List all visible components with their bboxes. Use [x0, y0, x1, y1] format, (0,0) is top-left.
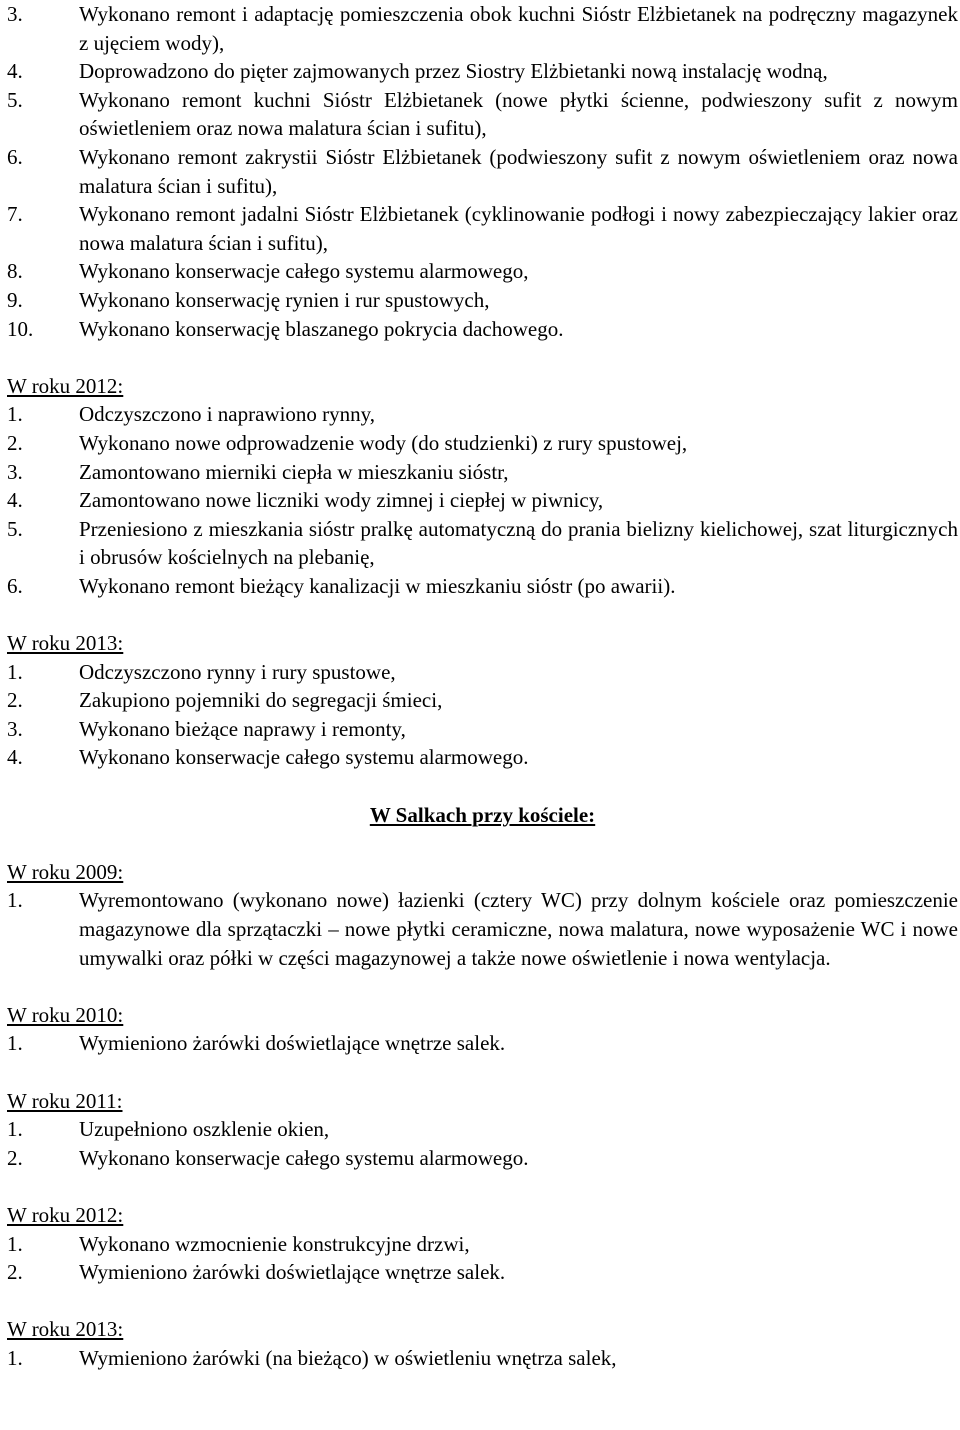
list-item	[7, 1029, 958, 1058]
item-text: Wykonano konserwację rynien i rur spustowych,	[79, 287, 490, 312]
item-number: 5.	[7, 87, 23, 112]
list-item	[7, 743, 958, 772]
spacer	[7, 772, 958, 801]
list-item	[7, 429, 958, 458]
list-item	[7, 458, 958, 487]
item-text: Przeniesiono z mieszkania sióstr pralkę automatyczną do prania bielizny kielichowej, szat liturgicznych i obrusów kościelnych na plebanię,	[79, 516, 958, 570]
spacer	[7, 1287, 958, 1316]
item-number: 5.	[7, 516, 23, 541]
spacer	[7, 829, 958, 858]
item-text: Zamontowano mierniki ciepła w mieszkaniu sióstr,	[79, 459, 509, 484]
item-number: 7.	[7, 202, 23, 227]
item-text: Wykonano remont kuchni Sióstr Elżbietanek (nowe płytki ścienne, podwieszony sufit z nowym oświetleniem oraz nowa malatura ścian i sufitu),	[79, 87, 958, 141]
item-number: 9.	[7, 287, 23, 312]
item-number: 3.	[7, 2, 23, 26]
item-text: Wyremontowano (wykonano nowe) łazienki (cztery WC) przy dolnym kościele oraz pomieszczenie magazynowe dla sprzątaczki – nowe płytki ceramiczne, nowa malatura, nowe wyposażenie WC i nowe umywalki oraz półki w części magazynowej a także nowe oświetlenie i nowa wentylacja.	[79, 888, 958, 970]
salki-2010-list	[7, 1029, 958, 1058]
list-item	[7, 143, 958, 200]
item-text: Odczyszczono rynny i rury spustowe,	[79, 659, 396, 684]
list-item	[7, 486, 958, 515]
salki-year-heading-2012: W roku 2012:	[7, 1202, 124, 1227]
item-number: 6.	[7, 144, 23, 169]
salki-2012-list	[7, 1230, 958, 1287]
item-text: Wykonano remont zakrystii Sióstr Elżbietanek (podwieszony sufit z nowym oświetleniem oraz nowa malatura ścian i sufitu),	[79, 144, 958, 198]
list-item	[7, 286, 958, 315]
item-text: Wykonano remont jadalni Sióstr Elżbietanek (cyklinowanie podłogi i nowy zabezpieczający lakier oraz nowa malatura ścian i sufitu),	[79, 202, 958, 255]
item-number: 1.	[7, 1117, 23, 1142]
year-2012-list	[7, 400, 958, 600]
item-number: 4.	[7, 745, 23, 770]
salki-year-heading-2011: W roku 2011:	[7, 1088, 123, 1113]
section-title-row	[7, 801, 958, 830]
intro-list	[7, 0, 958, 343]
salki-year-heading-2013: W roku 2013:	[7, 1317, 124, 1342]
item-number: 1.	[7, 402, 23, 427]
list-item	[7, 1115, 958, 1144]
list-item	[7, 400, 958, 429]
year-heading-2012: W roku 2012:	[7, 373, 124, 398]
item-text: Wymieniono żarówki doświetlające wnętrze salek.	[79, 1031, 506, 1056]
list-item	[7, 315, 958, 344]
list-item	[7, 1344, 958, 1373]
list-item	[7, 886, 958, 972]
list-item	[7, 200, 958, 257]
spacer	[7, 600, 958, 629]
item-number: 1.	[7, 1345, 23, 1370]
item-number: 1.	[7, 659, 23, 684]
item-text: Wykonano konserwacje całego systemu alarmowego,	[79, 259, 529, 284]
item-number: 3.	[7, 716, 23, 741]
item-text: Wykonano remont bieżący kanalizacji w mieszkaniu sióstr (po awarii).	[79, 573, 676, 598]
list-item	[7, 257, 958, 286]
item-number: 2.	[7, 1145, 23, 1170]
item-number: 3.	[7, 459, 23, 484]
item-number: 8.	[7, 259, 23, 284]
list-item	[7, 1230, 958, 1259]
item-text: Wykonano remont i adaptację pomieszczenia obok kuchni Sióstr Elżbietanek na podręczny magazynek z ujęciem wody),	[79, 2, 958, 55]
item-number: 2.	[7, 430, 23, 455]
spacer	[7, 1058, 958, 1087]
item-number: 2.	[7, 1260, 23, 1285]
list-item	[7, 715, 958, 744]
salki-2013-list	[7, 1344, 958, 1373]
salki-year-heading-2009: W roku 2009:	[7, 859, 124, 884]
spacer	[7, 343, 958, 372]
section-title: W Salkach przy kościele:	[369, 802, 596, 827]
item-number: 1.	[7, 1231, 23, 1256]
item-text: Odczyszczono i naprawiono rynny,	[79, 402, 376, 427]
list-item	[7, 658, 958, 687]
item-number: 10.	[7, 316, 34, 341]
item-text: Zamontowano nowe liczniki wody zimnej i ciepłej w piwnicy,	[79, 488, 604, 513]
list-item	[7, 515, 958, 572]
year-2013-list	[7, 658, 958, 772]
item-text: Uzupełniono oszklenie okien,	[79, 1117, 330, 1142]
item-number: 1.	[7, 888, 23, 913]
list-item	[7, 1144, 958, 1173]
item-text: Wymieniono żarówki doświetlające wnętrze salek.	[79, 1260, 506, 1285]
spacer	[7, 1172, 958, 1201]
list-item	[7, 57, 958, 86]
list-item	[7, 572, 958, 601]
spacer	[7, 972, 958, 1001]
item-number: 4.	[7, 59, 23, 84]
item-text: Zakupiono pojemniki do segregacji śmieci,	[79, 688, 443, 713]
item-number: 6.	[7, 573, 23, 598]
item-text: Wymieniono żarówki (na bieżąco) w oświetleniu wnętrza salek,	[79, 1345, 617, 1370]
list-item	[7, 86, 958, 143]
item-number: 1.	[7, 1031, 23, 1056]
list-item	[7, 1258, 958, 1287]
year-heading-2013: W roku 2013:	[7, 631, 124, 656]
document-page	[7, 0, 958, 1373]
item-number: 2.	[7, 688, 23, 713]
item-text: Wykonano wzmocnienie konstrukcyjne drzwi,	[79, 1231, 470, 1256]
item-number: 4.	[7, 488, 23, 513]
item-text: Wykonano bieżące naprawy i remonty,	[79, 716, 406, 741]
item-text: Wykonano konserwację blaszanego pokrycia dachowego.	[79, 316, 564, 341]
salki-year-heading-2010: W roku 2010:	[7, 1002, 124, 1027]
list-item	[7, 686, 958, 715]
item-text: Wykonano nowe odprowadzenie wody (do studzienki) z rury spustowej,	[79, 430, 688, 455]
list-item	[7, 0, 958, 57]
item-text: Doprowadzono do pięter zajmowanych przez Siostry Elżbietanki nową instalację wodną,	[79, 59, 828, 84]
salki-2011-list	[7, 1115, 958, 1172]
item-text: Wykonano konserwacje całego systemu alarmowego.	[79, 745, 529, 770]
item-text: Wykonano konserwacje całego systemu alarmowego.	[79, 1145, 529, 1170]
salki-2009-list	[7, 886, 958, 972]
